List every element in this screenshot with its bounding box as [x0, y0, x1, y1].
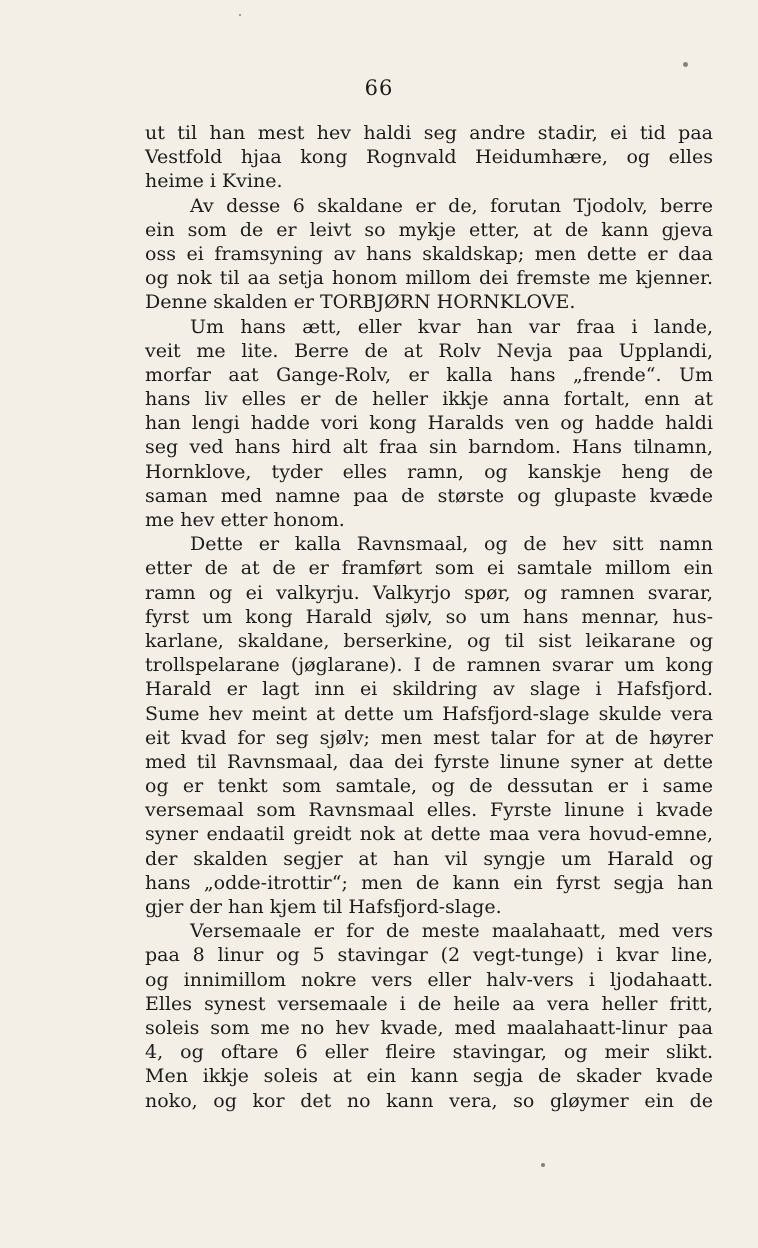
paper-speck: [683, 62, 688, 67]
text-line: Harald er lagt inn ei skildring av slage i Hafsfjord.: [145, 678, 713, 701]
text-line: Um hans ætt, eller kvar han var fraa i lande,: [190, 315, 713, 338]
text-line: saman med namne paa de største og glupaste kvæde: [145, 484, 713, 507]
text-line: Sume hev meint at dette um Hafsfjord-slage skulde vera: [145, 702, 713, 725]
text-line: eit kvad for seg sjølv; men mest talar for at de høyrer: [145, 726, 713, 749]
text-line: seg ved hans hird alt fraa sin barndom. Hans tilnamn,: [145, 436, 713, 459]
text-line: veit me lite. Berre de at Rolv Nevja paa Upplandi,: [145, 339, 713, 362]
text-line: ein som de er leivt so mykje etter, at de kann gjeva: [145, 218, 713, 241]
text-line: Men ikkje soleis at ein kann segja de skader kvade: [145, 1065, 713, 1088]
page-number: 66: [364, 76, 394, 100]
text-line: soleis som me no hev kvade, med maalahaatt-linur paa: [145, 1016, 713, 1039]
text-line: oss ei framsyning av hans skaldskap; men dette er daa: [145, 242, 713, 265]
text-line: hans liv elles er de heller ikkje anna fortalt, enn at: [145, 388, 713, 411]
text-line: Versemaale er for de meste maalahaatt, med vers: [190, 920, 713, 943]
text-line: fyrst um kong Harald sjølv, so um hans mennar, hus-: [145, 605, 713, 628]
text-line: syner endaatil greidt nok at dette maa vera hovud-emne,: [145, 823, 713, 846]
text-line: morfar aat Gange-Rolv, er kalla hans „frende“. Um: [145, 363, 713, 386]
text-line: gjer der han kjem til Hafsfjord-slage.: [145, 896, 502, 918]
text-line: me hev etter honom.: [145, 509, 345, 531]
text-line: Elles synest versemaale i de heile aa vera heller fritt,: [145, 992, 713, 1015]
text-line: Av desse 6 skaldane er de, forutan Tjodolv, berre: [190, 194, 713, 217]
text-line: hans „odde-itrottir“; men de kann ein fyrst segja han: [145, 871, 713, 894]
text-line: og nok til aa setja honom millom dei fremste me kjenner.: [145, 267, 713, 290]
text-line: karlane, skaldane, berserkine, og til sist leikarane og: [145, 629, 713, 652]
text-line: med til Ravnsmaal, daa dei fyrste linune syner at dette: [145, 750, 713, 773]
body-text: [145, 121, 713, 1113]
text-line: Vestfold hjaa kong Rognvald Heidumhære, og elles: [145, 146, 713, 169]
text-line: Denne skalden er TORBJØRN HORNKLOVE.: [145, 291, 576, 314]
text-line: og er tenkt som samtale, og de dessutan er i same: [145, 775, 713, 798]
text-line: ut til han mest hev haldi seg andre stadir, ei tid paa: [145, 122, 713, 144]
text-line: trollspelarane (jøglarane). I de ramnen svarar um kong: [145, 654, 713, 677]
text-line: Dette er kalla Ravnsmaal, og de hev sitt namn: [190, 533, 713, 556]
text-line: heime i Kvine.: [145, 170, 283, 193]
paper-speck: [239, 14, 241, 16]
text-line: paa 8 linur og 5 stavingar (2 vegt-tunge) i kvar line,: [145, 944, 713, 967]
paper-speck: [541, 1163, 545, 1167]
text-line: etter de at de er framført som ei samtale millom ein: [145, 557, 713, 580]
text-line: ramn og ei valkyrju. Valkyrjo spør, og ramnen svarar,: [145, 581, 713, 604]
text-line: Hornklove, tyder elles ramn, og kanskje heng de: [145, 460, 713, 483]
text-line: og innimillom nokre vers eller halv-vers i ljodahaatt.: [145, 968, 713, 991]
text-line: 4, og oftare 6 eller fleire stavingar, og meir slikt.: [145, 1041, 713, 1064]
text-line: han lengi hadde vori kong Haralds ven og hadde haldi: [145, 412, 713, 435]
text-line: versemaal som Ravnsmaal elles. Fyrste linune i kvade: [145, 799, 713, 822]
text-line: der skalden segjer at han vil syngje um Harald og: [145, 847, 713, 870]
text-line: noko, og kor det no kann vera, so gløymer ein de: [145, 1089, 713, 1112]
